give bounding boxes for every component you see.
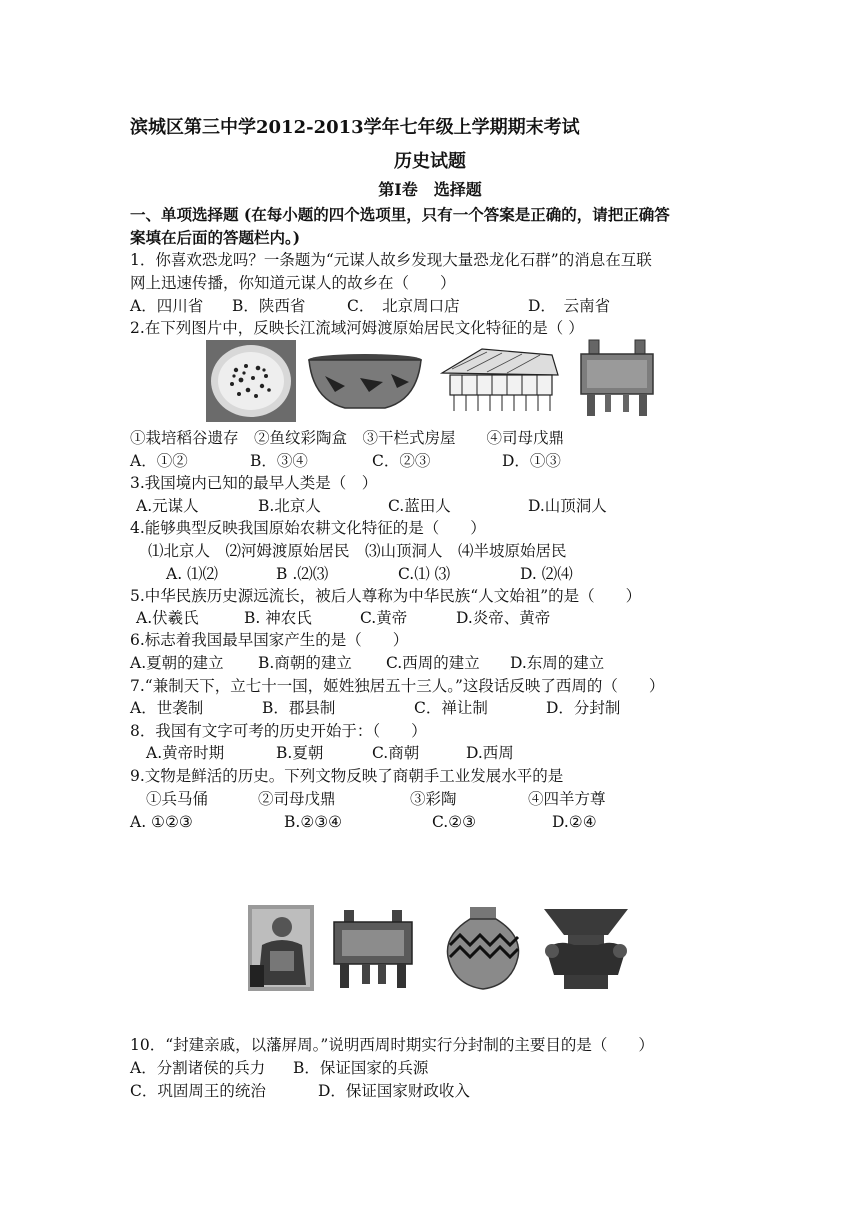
fish-pattern-pottery-image	[305, 352, 425, 412]
q8-stem: 8．我国有文字可考的历史开始于：（ ）	[130, 722, 427, 740]
q1-stem-line1: 1．你喜欢恐龙吗？一条题为“元谋人故乡发现大量恐龙化石群”的消息在互联	[130, 251, 652, 269]
q2-option-b: B．③④	[250, 452, 308, 470]
rice-remains-image	[206, 340, 296, 422]
q10-option-b: B．保证国家的兵源	[293, 1059, 429, 1077]
q3-option-d: D.山顶洞人	[528, 497, 607, 515]
q4-option-a: A. ⑴⑵	[166, 565, 219, 583]
simuwu-ding-image	[575, 338, 660, 418]
section-instructions-line1: 一、单项选择题 (在每小题的四个选项里，只有一个答案是正确的，请把正确答	[130, 205, 670, 224]
q1-option-d: D． 云南省	[528, 297, 611, 315]
q1-option-a: A．四川省	[130, 297, 204, 315]
q6-option-a: A.夏朝的建立	[130, 654, 224, 672]
q6-option-d: D.东周的建立	[510, 654, 605, 672]
q4-option-c: C.⑴ ⑶	[398, 565, 451, 583]
q6-option-c: C.西周的建立	[386, 654, 480, 672]
q3-option-b: B.北京人	[258, 497, 321, 515]
q5-option-c: C.黄帝	[360, 609, 408, 627]
q8-option-a: A.黄帝时期	[146, 744, 225, 762]
q1-stem-line2: 网上迅速传播，你知道元谋人的故乡在（ ）	[130, 274, 456, 292]
q9-item-2: ②司母戊鼎	[258, 790, 336, 808]
q10-option-c: C．巩固周王的统治	[130, 1082, 266, 1100]
q3-option-c: C.蓝田人	[388, 497, 451, 515]
q9-option-a: A. ①②③	[130, 813, 193, 831]
q10-stem: 10．“封建亲戚，以藩屏周。”说明西周时期实行分封制的主要目的是（ ）	[130, 1036, 654, 1054]
q3-option-a: A.元谋人	[136, 497, 199, 515]
q5-option-b: B. 神农氏	[244, 609, 312, 627]
q9-item-4: ④四羊方尊	[528, 790, 606, 808]
q7-option-c: C．禅让制	[414, 699, 488, 717]
q7-stem: 7.“兼制天下，立七十一国，姬姓独居五十三人。”这段话反映了西周的（ ）	[130, 677, 665, 695]
q2-option-d: D．①③	[502, 452, 561, 470]
q2-image-captions: ①栽培稻谷遗存 ②鱼纹彩陶盒 ③干栏式房屋 ④司母戊鼎	[130, 429, 565, 447]
q7-option-a: A．世袭制	[130, 699, 204, 717]
q9-option-d: D.②④	[552, 813, 597, 831]
volume-title: 第Ⅰ卷 选择题	[378, 180, 482, 199]
q1-option-b: B．陕西省	[232, 297, 306, 315]
q9-item-3: ③彩陶	[410, 790, 457, 808]
q8-option-c: C.商朝	[372, 744, 420, 762]
subject-title: 历史试题	[394, 151, 466, 172]
q9-item-1: ①兵马俑	[146, 790, 209, 808]
q6-stem: 6.标志着我国最早国家产生的是（ ）	[130, 631, 409, 649]
q2-option-a: A．①②	[130, 452, 188, 470]
q5-option-a: A.伏羲氏	[136, 609, 199, 627]
q9-option-b: B.②③④	[284, 813, 343, 831]
stilt-house-image	[432, 345, 562, 413]
terracotta-warrior-image	[248, 905, 314, 991]
q8-option-b: B.夏朝	[276, 744, 324, 762]
q5-stem: 5.中华民族历史源远流长，被后人尊称为中华民族“人文始祖”的是（ ）	[130, 587, 642, 605]
q2-stem: 2.在下列图片中，反映长江流域河姆渡原始居民文化特征的是（ ）	[130, 319, 584, 337]
q2-option-c: C．②③	[372, 452, 431, 470]
q8-option-d: D.西周	[466, 744, 514, 762]
q7-option-b: B．郡县制	[262, 699, 336, 717]
q7-option-d: D．分封制	[546, 699, 621, 717]
q4-option-d: D. ⑵⑷	[520, 565, 573, 583]
q10-option-d: D．保证国家财政收入	[318, 1082, 470, 1100]
q10-option-a: A．分割诸侯的兵力	[130, 1059, 266, 1077]
four-ram-square-zun-image	[538, 905, 634, 991]
q3-stem: 3.我国境内已知的最早人类是（ ）	[130, 474, 378, 492]
exam-title: 滨城区第三中学2012-2013学年七年级上学期期末考试	[130, 117, 580, 138]
simuwu-ding-image-2	[328, 908, 418, 990]
section-instructions-line2: 案填在后面的答题栏内。)	[130, 228, 301, 247]
q5-option-d: D.炎帝、黄帝	[456, 609, 551, 627]
q4-stem: 4.能够典型反映我国原始农耕文化特征的是（ ）	[130, 519, 486, 537]
q4-option-b: B .⑵⑶	[276, 565, 329, 583]
painted-pottery-image	[440, 905, 526, 991]
q9-stem: 9.文物是鲜活的历史。下列文物反映了商朝手工业发展水平的是	[130, 767, 564, 785]
q4-items: ⑴北京人 ⑵河姆渡原始居民 ⑶山顶洞人 ⑷半坡原始居民	[148, 542, 567, 560]
q9-option-c: C.②③	[432, 813, 477, 831]
q1-option-c: C． 北京周口店	[347, 297, 460, 315]
q6-option-b: B.商朝的建立	[258, 654, 352, 672]
